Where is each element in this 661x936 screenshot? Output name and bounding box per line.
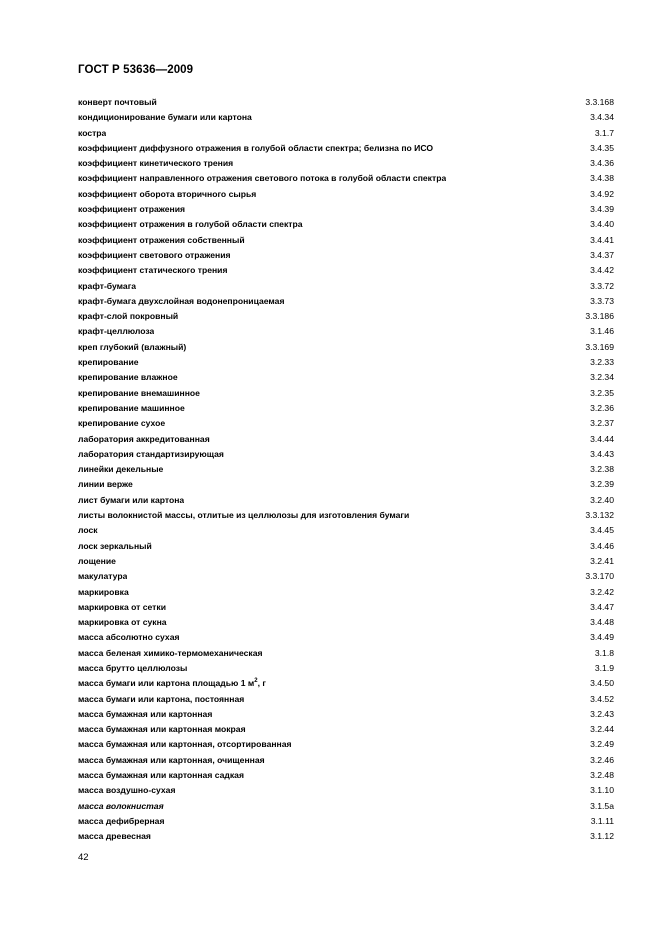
clause-reference: 3.4.44 xyxy=(590,433,614,444)
index-entry xyxy=(78,661,614,676)
index-entry xyxy=(78,248,614,263)
index-entry xyxy=(78,263,614,278)
clause-reference: 3.1.46 xyxy=(590,326,614,337)
index-entry xyxy=(78,309,614,324)
index-term-text: масса бумаги или картона площадью 1 м xyxy=(78,678,255,689)
index-term-text: масса абсолютно сухая xyxy=(78,632,180,643)
index-term-text: конверт почтовый xyxy=(78,97,157,107)
clause-reference: 3.2.40 xyxy=(590,494,614,505)
index-term xyxy=(78,615,167,630)
index-entry xyxy=(78,110,614,125)
index-entry xyxy=(78,799,614,814)
index-term xyxy=(78,217,303,232)
index-entry xyxy=(78,630,614,645)
index-term xyxy=(78,126,106,141)
index-term xyxy=(78,630,180,645)
clause-reference: 3.4.37 xyxy=(590,249,614,260)
index-entry xyxy=(78,370,614,385)
index-entry xyxy=(78,156,614,171)
index-term-text: крафт-бумага xyxy=(78,280,137,291)
clause-reference: 3.4.49 xyxy=(590,632,614,643)
index-term-text: масса беленая химико-термомеханическая xyxy=(78,647,263,658)
index-term xyxy=(78,585,129,600)
clause-reference: 3.2.43 xyxy=(590,708,614,719)
index-term-text: креп глубокий (влажный) xyxy=(78,341,187,352)
index-term xyxy=(78,202,185,217)
index-entry xyxy=(78,477,614,492)
index-entry xyxy=(78,95,614,110)
index-term xyxy=(78,753,265,768)
clause-reference: 3.2.34 xyxy=(590,372,614,383)
clause-reference: 3.2.42 xyxy=(590,586,614,597)
index-term xyxy=(78,340,186,355)
index-term xyxy=(78,386,200,401)
index-term-text: крепирование влажное xyxy=(78,372,178,383)
index-term-text: крафт-слой покровный xyxy=(78,311,179,322)
index-entry xyxy=(78,707,614,722)
superscript: 2 xyxy=(254,678,258,685)
index-term xyxy=(78,707,212,722)
index-entry xyxy=(78,508,614,523)
clause-reference: 3.2.48 xyxy=(590,770,614,781)
clause-reference: 3.2.37 xyxy=(590,418,614,429)
index-term-text: лощение xyxy=(78,555,116,566)
index-term-text: кондиционирование бумаги или картона xyxy=(78,112,252,123)
index-term-text: коэффициент светового отражения xyxy=(78,249,231,260)
index-term-text: лаборатория аккредитованная xyxy=(78,433,210,444)
index-term-text: коэффициент отражения собственный xyxy=(78,234,245,245)
index-term xyxy=(78,783,175,798)
index-term-text: масса бумажная или картонная садкая xyxy=(78,770,244,781)
clause-reference: 3.4.35 xyxy=(590,142,614,153)
clause-reference: 3.1.12 xyxy=(590,831,614,842)
index-term-text: лоск зеркальный xyxy=(78,540,152,551)
clause-reference: 3.1.7 xyxy=(594,127,614,138)
clause-reference: 3.4.38 xyxy=(590,173,614,184)
index-term-text: коэффициент диффузного отражения в голубой области спектра; белизна по ИСО xyxy=(78,142,434,153)
clause-reference: 3.4.47 xyxy=(590,601,614,612)
index-term xyxy=(78,156,233,171)
clause-reference: 3.1.5а xyxy=(590,800,614,811)
index-entry xyxy=(78,493,614,508)
index-term-text: масса бумажная или картонная, отсортированная xyxy=(78,739,292,750)
clause-reference: 3.4.42 xyxy=(590,265,614,276)
index-term xyxy=(78,432,210,447)
clause-reference: 3.1.11 xyxy=(590,815,614,826)
index-entry xyxy=(78,554,614,569)
clause-reference: 3.4.39 xyxy=(590,204,614,215)
index-term xyxy=(78,294,284,309)
index-term xyxy=(78,263,227,278)
clause-reference: 3.4.36 xyxy=(590,158,614,169)
index-term xyxy=(78,370,178,385)
index-term-text: крепирование сухое xyxy=(78,418,166,429)
index-term-text: коэффициент оборота вторичного сырья xyxy=(78,188,257,199)
index-term xyxy=(78,462,163,477)
index-term-text: масса брутто целлюлозы xyxy=(78,662,188,673)
index-entry xyxy=(78,233,614,248)
index-entry xyxy=(78,753,614,768)
clause-reference: 3.4.34 xyxy=(590,112,614,123)
index-entry xyxy=(78,447,614,462)
index-term-text: масса бумаги или картона, постоянная xyxy=(78,693,245,704)
index-entry xyxy=(78,585,614,600)
index-entry xyxy=(78,600,614,615)
index-term-text: масса бумажная или картонная мокрая xyxy=(78,724,246,735)
index-term xyxy=(78,110,252,125)
index-term-text: масса дефибрерная xyxy=(78,815,165,826)
index-entry xyxy=(78,722,614,737)
clause-reference: 3.2.38 xyxy=(590,464,614,475)
index-entry xyxy=(78,401,614,416)
index-entry xyxy=(78,737,614,752)
index-term-text: коэффициент отражения xyxy=(78,204,186,215)
index-term xyxy=(78,646,263,661)
clause-reference: 3.4.45 xyxy=(590,525,614,536)
index-term-text: коэффициент кинетического трения xyxy=(78,158,234,169)
index-term xyxy=(78,233,245,248)
index-term-text: крафт-целлюлоза xyxy=(78,326,155,337)
index-entry xyxy=(78,324,614,339)
index-entry xyxy=(78,386,614,401)
index-term-text: лист бумаги или картона xyxy=(78,494,185,505)
document-header: ГОСТ Р 53636—2009 xyxy=(78,64,194,76)
clause-reference: 3.3.168 xyxy=(585,97,614,107)
index-term xyxy=(78,768,244,783)
index-term xyxy=(78,554,116,569)
clause-reference: 3.1.9 xyxy=(594,662,614,673)
index-term-text: лаборатория стандартизирующая xyxy=(78,448,224,459)
index-entry xyxy=(78,141,614,156)
index-entry xyxy=(78,171,614,186)
index-term xyxy=(78,187,256,202)
index-term-text: масса бумажная или картонная, очищенная xyxy=(78,754,265,765)
index-term xyxy=(78,829,151,844)
index-term xyxy=(78,309,178,324)
clause-reference: 3.3.73 xyxy=(590,295,614,306)
clause-reference: 3.3.72 xyxy=(590,280,614,291)
clause-reference: 3.4.40 xyxy=(590,219,614,230)
clause-reference: 3.4.43 xyxy=(590,448,614,459)
index-term-text: линии верже xyxy=(78,479,133,490)
index-entry xyxy=(78,462,614,477)
index-term-text: маркировка от сукна xyxy=(78,617,167,628)
index-term-text: лоск xyxy=(78,525,98,536)
index-term xyxy=(78,355,139,370)
index-term-text: коэффициент отражения в голубой области спектра xyxy=(78,219,303,230)
index-term xyxy=(78,661,187,676)
index-term-text: макулатура xyxy=(78,571,128,582)
index-term xyxy=(78,508,409,523)
clause-reference: 3.3.169 xyxy=(585,341,614,352)
index-entry xyxy=(78,768,614,783)
index-entry xyxy=(78,217,614,232)
index-term xyxy=(78,95,157,110)
index-term-text: коэффициент направленного отражения светового потока в голубой области спектра xyxy=(78,173,447,184)
index-term-suffix: , г xyxy=(257,678,266,689)
index-entry xyxy=(78,202,614,217)
index-entry xyxy=(78,829,614,844)
index-entry xyxy=(78,416,614,431)
clause-reference: 3.4.48 xyxy=(590,617,614,628)
index-term xyxy=(78,416,165,431)
index-term xyxy=(78,523,98,538)
index-entry xyxy=(78,340,614,355)
index-term xyxy=(78,447,224,462)
index-term-text: масса воздушно-сухая xyxy=(78,785,176,796)
index-term xyxy=(78,569,127,584)
clause-reference: 3.4.41 xyxy=(590,234,614,245)
index-entry xyxy=(78,539,614,554)
index-entry xyxy=(78,294,614,309)
clause-reference: 3.3.186 xyxy=(585,311,614,322)
index-entry xyxy=(78,646,614,661)
clause-reference: 3.2.33 xyxy=(590,357,614,368)
index-term xyxy=(78,722,246,737)
index-entry xyxy=(78,279,614,294)
index-term xyxy=(78,477,133,492)
index-entry xyxy=(78,126,614,141)
clause-reference: 3.3.170 xyxy=(585,571,614,582)
index-entry xyxy=(78,569,614,584)
index-term xyxy=(78,279,136,294)
clause-reference: 3.2.46 xyxy=(590,754,614,765)
index-term-text: крепирование xyxy=(78,357,139,368)
index-term xyxy=(78,141,433,156)
index-term xyxy=(78,600,166,615)
index-term-text: масса волокнистая xyxy=(78,800,164,811)
page-number: 42 xyxy=(78,852,89,863)
index-term-text: крепирование машинное xyxy=(78,402,185,413)
index-term-text: крафт-бумага двухслойная водонепроницаемая xyxy=(78,295,285,306)
index-term xyxy=(78,539,152,554)
index-term-text: масса древесная xyxy=(78,831,151,842)
index-term-text: масса бумажная или картонная xyxy=(78,708,213,719)
index-entry xyxy=(78,676,614,691)
clause-reference: 3.4.46 xyxy=(590,540,614,551)
index-entry xyxy=(78,523,614,538)
clause-reference: 3.2.49 xyxy=(590,739,614,750)
clause-reference: 3.2.44 xyxy=(590,724,614,735)
index-entry xyxy=(78,187,614,202)
clause-reference: 3.2.41 xyxy=(590,555,614,566)
clause-reference: 3.1.8 xyxy=(594,647,614,658)
index-term xyxy=(78,676,266,691)
clause-reference: 3.1.10 xyxy=(590,785,614,796)
index-term-text: листы волокнистой массы, отлитые из целлюлозы для изготовления бумаги xyxy=(78,510,410,521)
clause-reference: 3.2.35 xyxy=(590,387,614,398)
index-entry xyxy=(78,615,614,630)
index-term xyxy=(78,692,244,707)
index-term xyxy=(78,401,185,416)
index-list xyxy=(78,95,614,845)
index-term xyxy=(78,814,164,829)
index-entry xyxy=(78,783,614,798)
clause-reference: 3.3.132 xyxy=(585,510,614,521)
clause-reference: 3.4.92 xyxy=(590,188,614,199)
index-term-text: маркировка xyxy=(78,586,129,597)
index-entry xyxy=(78,814,614,829)
index-term xyxy=(78,248,231,263)
clause-reference: 3.4.52 xyxy=(590,693,614,704)
index-term xyxy=(78,324,154,339)
index-entry xyxy=(78,692,614,707)
clause-reference: 3.2.36 xyxy=(590,402,614,413)
index-term-text: крепирование внемашинное xyxy=(78,387,200,398)
index-term xyxy=(78,737,292,752)
index-term-text: линейки декельные xyxy=(78,464,164,475)
index-term xyxy=(78,493,184,508)
index-entry xyxy=(78,355,614,370)
index-term xyxy=(78,799,164,814)
index-term-text: коэффициент статического трения xyxy=(78,265,228,276)
index-term-text: маркировка от сетки xyxy=(78,601,166,612)
index-term xyxy=(78,171,446,186)
clause-reference: 3.4.50 xyxy=(590,678,614,689)
clause-reference: 3.2.39 xyxy=(590,479,614,490)
index-entry xyxy=(78,432,614,447)
index-term-text: костра xyxy=(78,127,107,138)
